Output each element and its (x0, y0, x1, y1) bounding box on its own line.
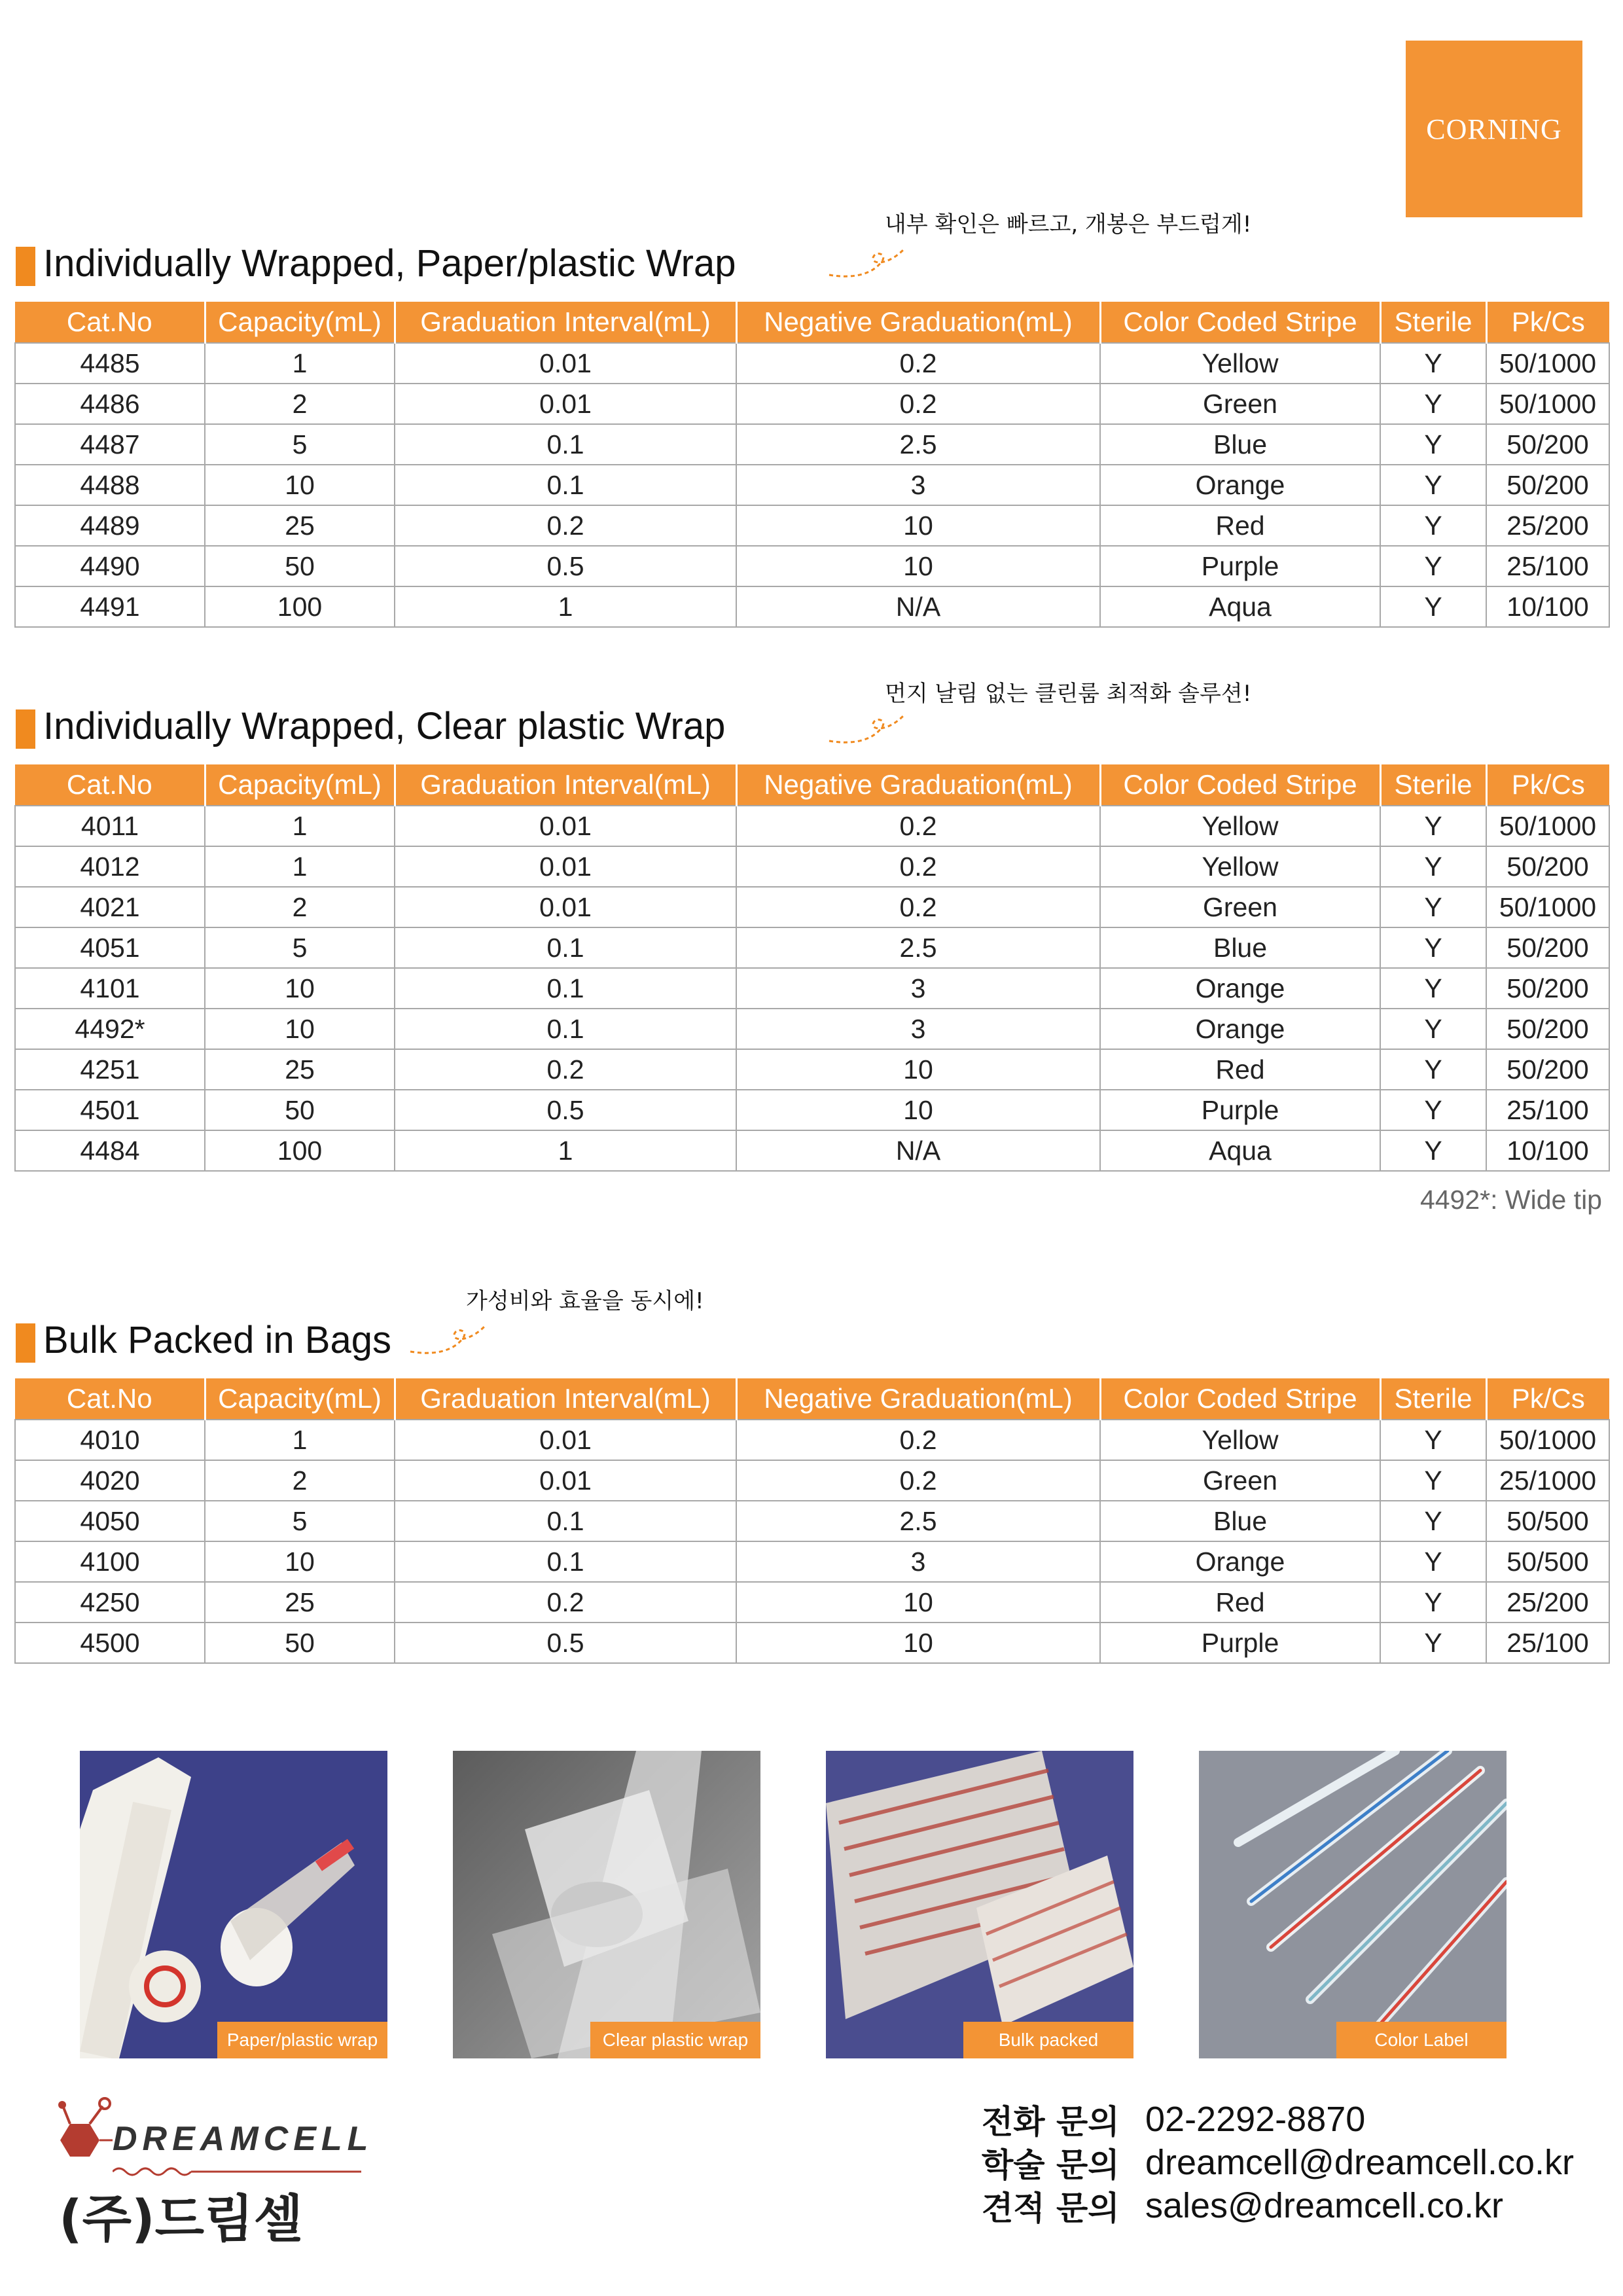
sales-email[interactable]: sales@dreamcell.co.kr (1145, 2186, 1503, 2225)
table-cell: 10 (205, 465, 395, 505)
table-cell: 0.5 (395, 1623, 736, 1663)
table-cell: 10 (736, 1049, 1100, 1090)
table-cell: 0.5 (395, 546, 736, 586)
contact-label: 전화 문의 (982, 2103, 1120, 2141)
table-cell: 50/500 (1486, 1501, 1609, 1541)
table-cell: Yellow (1100, 1420, 1380, 1460)
table-cell: 4011 (15, 806, 205, 846)
table-cell: Green (1100, 384, 1380, 424)
table-cell: 4486 (15, 384, 205, 424)
table-cell: Blue (1100, 927, 1380, 968)
bulk-packed-image (826, 1751, 1133, 2058)
table-cell: 50 (205, 1090, 395, 1130)
table-cell: 50/200 (1486, 927, 1609, 968)
table-row (15, 424, 1609, 465)
section-clear-plastic (14, 681, 1609, 1172)
table-cell: Red (1100, 1049, 1380, 1090)
table-cell: 1 (205, 846, 395, 887)
table-cell: 5 (205, 1501, 395, 1541)
table-cell: Y (1380, 968, 1486, 1009)
table-row (15, 586, 1609, 627)
section-title-text: Individually Wrapped, Paper/plastic Wrap (43, 242, 736, 285)
table-cell: Yellow (1100, 806, 1380, 846)
title-marker (16, 247, 35, 286)
table-cell: 0.2 (736, 1420, 1100, 1460)
table-cell: N/A (736, 1130, 1100, 1171)
table-cell: Orange (1100, 1541, 1380, 1582)
table-cell: 4100 (15, 1541, 205, 1582)
table-cell: Y (1380, 1623, 1486, 1663)
table-cell: Purple (1100, 1090, 1380, 1130)
column-header: Negative Graduation(mL) (736, 764, 1100, 806)
table-cell: 50/200 (1486, 424, 1609, 465)
table-cell: 25/1000 (1486, 1460, 1609, 1501)
column-header: Color Coded Stripe (1100, 764, 1380, 806)
table-cell: 3 (736, 465, 1100, 505)
table-cell: Y (1380, 586, 1486, 627)
table-cell: Yellow (1100, 846, 1380, 887)
corning-logo-text: CORNING (1426, 113, 1562, 145)
column-header: Graduation Interval(mL) (395, 302, 736, 343)
table-cell: Blue (1100, 1501, 1380, 1541)
table-cell: Y (1380, 505, 1486, 546)
table-row (15, 1049, 1609, 1090)
wave-line-icon (113, 2165, 361, 2178)
contact-label: 학술 문의 (982, 2146, 1120, 2184)
table-cell: Orange (1100, 465, 1380, 505)
pipette-wrap-image (80, 1751, 387, 2058)
table-cell: 0.01 (395, 1420, 736, 1460)
table-cell: Aqua (1100, 1130, 1380, 1171)
table-cell: 25/200 (1486, 505, 1609, 546)
column-header: Pk/Cs (1486, 1378, 1609, 1420)
table-cell: 0.01 (395, 806, 736, 846)
contact-row (982, 2098, 1574, 2141)
section-title (14, 702, 1609, 754)
table-cell: 4500 (15, 1623, 205, 1663)
table-cell: 25/100 (1486, 546, 1609, 586)
column-header: Capacity(mL) (205, 302, 395, 343)
table-cell: 2.5 (736, 1501, 1100, 1541)
spec-table (14, 302, 1610, 628)
table-cell: 10 (736, 505, 1100, 546)
table-cell: 3 (736, 1009, 1100, 1049)
table-cell: 1 (205, 1420, 395, 1460)
note-arrow-icon (407, 1312, 492, 1358)
column-header: Negative Graduation(mL) (736, 302, 1100, 343)
table-row (15, 1090, 1609, 1130)
table-cell: N/A (736, 586, 1100, 627)
table-cell: 4250 (15, 1582, 205, 1623)
table-row (15, 343, 1609, 384)
section-paper-plastic (14, 211, 1609, 628)
table-row (15, 1009, 1609, 1049)
section-title-text: Bulk Packed in Bags (43, 1319, 391, 1361)
table-cell: 4251 (15, 1049, 205, 1090)
table-cell: Y (1380, 343, 1486, 384)
table-cell: 4492* (15, 1009, 205, 1049)
table-cell: 2 (205, 1460, 395, 1501)
table-cell: 0.1 (395, 927, 736, 968)
column-header: Cat.No (15, 764, 205, 806)
contact-row (982, 2184, 1574, 2227)
photo-paper-plastic-wrap (80, 1751, 387, 2058)
table-cell: 50 (205, 1623, 395, 1663)
table-cell: 0.2 (736, 384, 1100, 424)
table-cell: Y (1380, 1460, 1486, 1501)
corning-logo (1406, 41, 1582, 217)
table-cell: 1 (395, 586, 736, 627)
column-header: Color Coded Stripe (1100, 1378, 1380, 1420)
table-cell: 0.2 (736, 1460, 1100, 1501)
table-row (15, 1460, 1609, 1501)
column-header: Sterile (1380, 1378, 1486, 1420)
section-note: 먼지 날림 없는 클린룸 최적화 솔루션! (885, 681, 1252, 707)
table-cell: 4101 (15, 968, 205, 1009)
table-cell: 2 (205, 384, 395, 424)
table-row (15, 1541, 1609, 1582)
table-cell: 25/100 (1486, 1623, 1609, 1663)
footnote: 4492*: Wide tip (1419, 1185, 1602, 1215)
contact-info (982, 2098, 1574, 2227)
table-cell: 50/200 (1486, 1049, 1609, 1090)
table-cell: 25/200 (1486, 1582, 1609, 1623)
table-cell: 4021 (15, 887, 205, 927)
table-cell: 2 (205, 887, 395, 927)
photo-color-label (1199, 1751, 1507, 2058)
table-row (15, 968, 1609, 1009)
table-cell: 4010 (15, 1420, 205, 1460)
contact-row (982, 2141, 1574, 2184)
table-row (15, 887, 1609, 927)
photo-label: Clear plastic wrap (590, 2022, 760, 2058)
table-cell: Y (1380, 465, 1486, 505)
table-cell: 4012 (15, 846, 205, 887)
section-title (14, 1316, 1609, 1368)
table-cell: 10 (736, 1623, 1100, 1663)
table-cell: 5 (205, 424, 395, 465)
table-cell: 3 (736, 968, 1100, 1009)
photo-label: Paper/plastic wrap (217, 2022, 387, 2058)
photo-label: Color Label (1336, 2022, 1507, 2058)
table-row (15, 465, 1609, 505)
table-row (15, 1582, 1609, 1623)
academic-email[interactable]: dreamcell@dreamcell.co.kr (1145, 2143, 1575, 2182)
table-cell: 10 (205, 1541, 395, 1582)
table-header (15, 1378, 1609, 1420)
column-header: Pk/Cs (1486, 764, 1609, 806)
table-cell: 2.5 (736, 927, 1100, 968)
table-cell: 4490 (15, 546, 205, 586)
table-cell: 50/500 (1486, 1541, 1609, 1582)
table-cell: 4051 (15, 927, 205, 968)
table-cell: 0.2 (736, 846, 1100, 887)
table-cell: 10/100 (1486, 1130, 1609, 1171)
table-cell: 4488 (15, 465, 205, 505)
table-cell: Y (1380, 546, 1486, 586)
table-cell: 10 (736, 546, 1100, 586)
table-cell: 4491 (15, 586, 205, 627)
table-cell: Y (1380, 1130, 1486, 1171)
table-cell: 0.01 (395, 343, 736, 384)
table-row (15, 1501, 1609, 1541)
table-row (15, 384, 1609, 424)
table-cell: 0.2 (395, 1582, 736, 1623)
table-cell: 0.2 (736, 806, 1100, 846)
table-cell: Y (1380, 1582, 1486, 1623)
table-cell: 0.2 (395, 1049, 736, 1090)
table-cell: 50/200 (1486, 968, 1609, 1009)
table-cell: Y (1380, 1049, 1486, 1090)
dreamcell-korean-name: (주)드림셀 (59, 2190, 303, 2249)
section-bulk-packed (14, 1288, 1609, 1664)
table-cell: 10 (736, 1582, 1100, 1623)
table-cell: 4050 (15, 1501, 205, 1541)
column-header: Sterile (1380, 764, 1486, 806)
table-row (15, 927, 1609, 968)
table-row (15, 1130, 1609, 1171)
section-note: 가성비와 효율을 동시에! (466, 1288, 704, 1314)
section-title (14, 239, 1609, 291)
section-note: 내부 확인은 빠르고, 개봉은 부드럽게! (885, 211, 1252, 238)
table-cell: Green (1100, 1460, 1380, 1501)
table-cell: 50/200 (1486, 846, 1609, 887)
column-header: Negative Graduation(mL) (736, 1378, 1100, 1420)
table-cell: 3 (736, 1541, 1100, 1582)
table-cell: 4484 (15, 1130, 205, 1171)
table-cell: 50/1000 (1486, 343, 1609, 384)
photo-clear-plastic-wrap (453, 1751, 760, 2058)
column-header: Pk/Cs (1486, 302, 1609, 343)
table-row (15, 546, 1609, 586)
photo-bulk-packed (826, 1751, 1133, 2058)
table-cell: 1 (205, 806, 395, 846)
table-cell: 50/1000 (1486, 806, 1609, 846)
color-label-image (1199, 1751, 1507, 2058)
table-cell: Yellow (1100, 343, 1380, 384)
spec-table (14, 1378, 1610, 1664)
table-cell: Orange (1100, 968, 1380, 1009)
table-cell: Y (1380, 1090, 1486, 1130)
dreamcell-logo (41, 2094, 381, 2249)
table-cell: 50/1000 (1486, 384, 1609, 424)
column-header: Color Coded Stripe (1100, 302, 1380, 343)
table-cell: 25 (205, 505, 395, 546)
table-cell: 0.1 (395, 465, 736, 505)
table-row (15, 505, 1609, 546)
table-cell: 0.1 (395, 968, 736, 1009)
table-cell: 0.2 (736, 887, 1100, 927)
table-cell: Y (1380, 887, 1486, 927)
spec-table (14, 764, 1610, 1172)
table-cell: Y (1380, 806, 1486, 846)
table-cell: Y (1380, 1501, 1486, 1541)
table-cell: Y (1380, 927, 1486, 968)
table-cell: 0.01 (395, 384, 736, 424)
table-cell: 25 (205, 1582, 395, 1623)
photo-label: Bulk packed (963, 2022, 1133, 2058)
table-cell: 100 (205, 1130, 395, 1171)
title-marker (16, 709, 35, 749)
table-cell: Green (1100, 887, 1380, 927)
table-cell: 4485 (15, 343, 205, 384)
table-cell: 0.1 (395, 424, 736, 465)
table-cell: 4501 (15, 1090, 205, 1130)
clear-wrap-image (453, 1751, 760, 2058)
table-cell: 4020 (15, 1460, 205, 1501)
table-cell: 0.1 (395, 1541, 736, 1582)
table-cell: 4489 (15, 505, 205, 546)
table-cell: 0.01 (395, 846, 736, 887)
contact-label: 견적 문의 (982, 2189, 1120, 2227)
table-cell: 10/100 (1486, 586, 1609, 627)
table-cell: 0.1 (395, 1501, 736, 1541)
table-cell: 0.1 (395, 1009, 736, 1049)
dreamcell-name: DREAMCELL (113, 2120, 374, 2158)
table-row (15, 1623, 1609, 1663)
table-cell: Aqua (1100, 586, 1380, 627)
table-cell: 0.2 (395, 505, 736, 546)
table-cell: 50/1000 (1486, 1420, 1609, 1460)
table-cell: Y (1380, 1420, 1486, 1460)
table-cell: Y (1380, 424, 1486, 465)
title-marker (16, 1323, 35, 1363)
table-cell: Orange (1100, 1009, 1380, 1049)
table-cell: 50/1000 (1486, 887, 1609, 927)
column-header: Graduation Interval(mL) (395, 1378, 736, 1420)
table-cell: 50/200 (1486, 465, 1609, 505)
table-cell: Red (1100, 505, 1380, 546)
table-cell: 10 (736, 1090, 1100, 1130)
table-cell: 100 (205, 586, 395, 627)
table-cell: 50/200 (1486, 1009, 1609, 1049)
section-title-text: Individually Wrapped, Clear plastic Wrap (43, 705, 726, 747)
table-header (15, 764, 1609, 806)
table-cell: Y (1380, 384, 1486, 424)
table-cell: 4487 (15, 424, 205, 465)
note-arrow-icon (826, 236, 911, 281)
column-header: Sterile (1380, 302, 1486, 343)
table-cell: 2.5 (736, 424, 1100, 465)
table-cell: 0.01 (395, 1460, 736, 1501)
table-cell: Purple (1100, 546, 1380, 586)
column-header: Capacity(mL) (205, 1378, 395, 1420)
table-cell: Blue (1100, 424, 1380, 465)
table-row (15, 1420, 1609, 1460)
table-cell: Y (1380, 1009, 1486, 1049)
table-cell: 5 (205, 927, 395, 968)
column-header: Cat.No (15, 1378, 205, 1420)
table-cell: 0.2 (736, 343, 1100, 384)
table-cell: 1 (395, 1130, 736, 1171)
table-cell: 1 (205, 343, 395, 384)
table-cell: Y (1380, 846, 1486, 887)
column-header: Graduation Interval(mL) (395, 764, 736, 806)
column-header: Cat.No (15, 302, 205, 343)
table-cell: 0.01 (395, 887, 736, 927)
table-row (15, 806, 1609, 846)
table-row (15, 846, 1609, 887)
column-header: Capacity(mL) (205, 764, 395, 806)
phone-number[interactable]: 02-2292-8870 (1145, 2100, 1366, 2139)
table-cell: Purple (1100, 1623, 1380, 1663)
note-arrow-icon (826, 702, 911, 747)
table-cell: 25/100 (1486, 1090, 1609, 1130)
table-cell: 10 (205, 968, 395, 1009)
table-cell: 0.5 (395, 1090, 736, 1130)
table-cell: Red (1100, 1582, 1380, 1623)
table-cell: 25 (205, 1049, 395, 1090)
table-cell: 50 (205, 546, 395, 586)
table-header (15, 302, 1609, 343)
table-cell: 10 (205, 1009, 395, 1049)
table-cell: Y (1380, 1541, 1486, 1582)
